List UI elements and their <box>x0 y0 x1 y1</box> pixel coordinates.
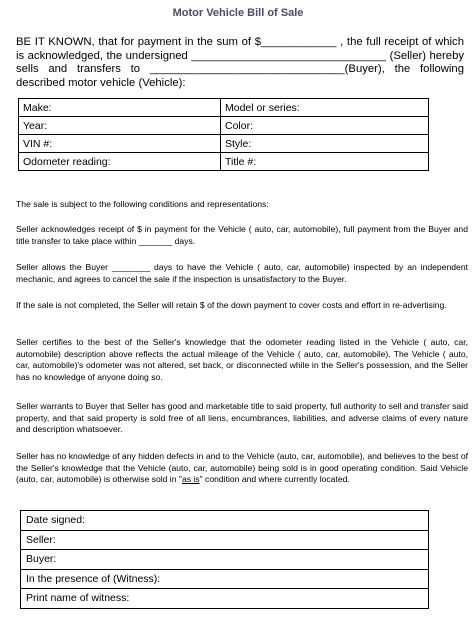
table-row <box>21 530 429 550</box>
vehicle-details-table <box>18 98 429 171</box>
intro-text-3: (Seller) hereby sells and transfers to <box>16 49 465 76</box>
model-field[interactable]: Model or series: <box>221 99 429 117</box>
not-completed-paragraph: If the sale is not completed, the Seller will retain $ of the down payment to cover costs and effort in re-advertising. <box>16 300 447 310</box>
date-signed-field[interactable]: Date signed: <box>21 511 429 531</box>
title-number-field[interactable]: Title #: <box>221 153 429 171</box>
intro-text-1: BE IT KNOWN, that for payment in the sum of $ <box>16 36 262 48</box>
amount-blank[interactable]: ____________ <box>261 36 337 48</box>
odometer-certification-paragraph: Seller certifies to the best of the Seller's knowledge that the odometer reading listed in the Vehicle ( auto, car, automobile) description above reflects the actual mileage of the Vehicle ( auto, car, automobile). The Vehicle ( auto, car, automobile)'s odometer was not altered, set back, or disconnected while in the Seller's possession, and the Seller has no knowledge of anyone doing so. <box>16 337 468 382</box>
table-row <box>21 511 429 531</box>
odometer-field[interactable]: Odometer reading: <box>19 153 221 171</box>
year-field[interactable]: Year: <box>19 117 221 135</box>
color-field[interactable]: Color: <box>221 117 429 135</box>
payment-paragraph: Seller acknowledges receipt of $ in payment for the Vehicle ( auto, car, automobile), full payment from the Buyer and title transfer to take place within _______ days. <box>16 224 468 246</box>
table-row <box>21 569 429 589</box>
conditions-paragraph: The sale is subject to the following conditions and representations: <box>16 199 269 209</box>
document-title: Motor Vehicle Bill of Sale <box>172 7 304 19</box>
as-is-text: as is <box>181 474 200 484</box>
defects-text-end: " condition and where currently located. <box>199 474 350 484</box>
witness-name-field[interactable]: Print name of witness: <box>21 589 429 609</box>
seller-blank[interactable]: _______________________________ <box>191 49 387 62</box>
intro-text-4: (Buyer), the following described motor vehicle (Vehicle): <box>16 63 464 89</box>
table-row <box>19 135 429 153</box>
vin-field[interactable]: VIN #: <box>19 135 221 153</box>
buyer-signature-field[interactable]: Buyer: <box>21 550 429 570</box>
witness-signature-field[interactable]: In the presence of (Witness): <box>21 569 429 589</box>
signature-table <box>20 510 429 609</box>
style-field[interactable]: Style: <box>221 135 429 153</box>
defects-text: Seller has no knowledge of any hidden defects in and to the Vehicle (auto, car, automobile), and believes to the best of the Seller's knowledge that the Vehicle (auto, car, automobile) being sold is in good operating condition. Said Vehicle (auto, car, automobile) is otherwise sold in " <box>16 451 468 484</box>
intro-paragraph <box>16 36 464 90</box>
warranty-paragraph: Seller warrants to Buyer that Seller has good and marketable title to said property, full authority to sell and transfer said property, and that said property is sold free of all liens, encumbrances, liabilities, and adverse claims of every nature and description whatsoever. <box>16 401 468 434</box>
table-row <box>21 550 429 570</box>
inspection-paragraph: Seller allows the Buyer ________ days to have the Vehicle ( auto, car, automobile) inspected by an independent mechanic, and agrees to cancel the sale if the inspection is unsatisfactory to the Buyer. <box>16 262 468 284</box>
seller-signature-field[interactable]: Seller: <box>21 530 429 550</box>
table-row <box>19 99 429 117</box>
table-row <box>19 117 429 135</box>
make-field[interactable]: Make: <box>19 99 221 117</box>
defects-paragraph <box>16 451 468 486</box>
table-row <box>19 153 429 171</box>
buyer-blank[interactable]: _______________________________ <box>149 63 345 76</box>
intro-text-2: , the full receipt of which is acknowledged, the undersigned <box>16 36 464 62</box>
table-row <box>21 589 429 609</box>
